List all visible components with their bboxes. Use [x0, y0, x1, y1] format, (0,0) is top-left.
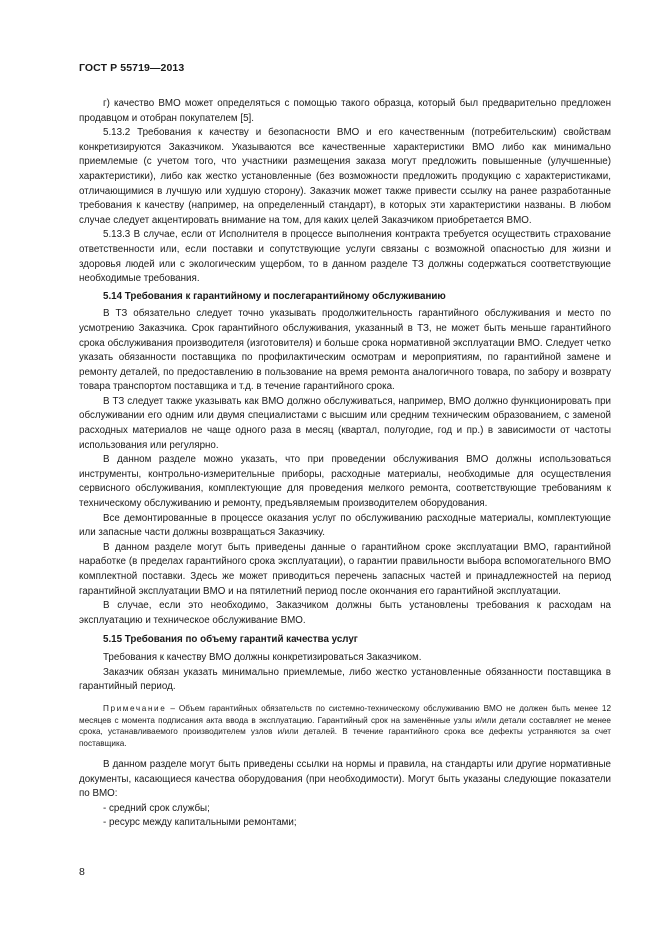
- paragraph: В данном разделе могут быть приведены данные о гарантийном сроке эксплуатации ВМО, гарантийной наработке (в пределах гарантийного срока эксплуатации), о гарантии правильности выбора вспомогательного ВМО комплектной поставки. Здесь же может приводиться перечень запасных частей и принадлежностей на период гарантийной эксплуатации ВМО и на пятилетний период после окончания его гарантийной эксплуатации.: [79, 541, 611, 597]
- page-number: 8: [79, 866, 85, 878]
- paragraph: 5.13.3 В случае, если от Исполнителя в процессе выполнения контракта требуется осуществить страхование ответственности или, если поставки и сопутствующие услуги связаны с возможной опасностью для жизни и здоровья людей или с экологическим ущербом, то в данном разделе ТЗ должны содержаться соответствующие необходимые требования.: [79, 229, 611, 285]
- note-text: – Объем гарантийных обязательств по системно-техническому обслуживанию ВМО не должен быть менее 12 месяцев с момента подписания акта ввода в эксплуатацию. Гарантийный срок на заменённые узлы и/или детали составляет не менее срока, устанавливаемого производителем узлов и/или деталей. В течение гарантийного срока все дефекты устраняются за счет поставщика.: [79, 703, 611, 749]
- list-item: - ресурс между капитальными ремонтами;: [103, 817, 297, 829]
- section-heading-514: 5.14 Требования к гарантийному и послегарантийному обслуживанию: [103, 290, 446, 302]
- section-heading-515: 5.15 Требования по объему гарантий качества услуг: [103, 634, 358, 646]
- paragraph: Все демонтированные в процессе оказания услуг по обслуживанию расходные материалы, комплектующие или запасные части должны возвращаться Заказчику.: [79, 512, 611, 539]
- document-body: [79, 97, 611, 831]
- note: [79, 703, 611, 750]
- paragraph: В ТЗ обязательно следует точно указывать продолжительность гарантийного обслуживания и место по усмотрению Заказчика. Срок гарантийного обслуживания, указанный в ТЗ, не может быть меньше гарантийного срока обслуживания производителя (изготовителя) и больше срока нормативной эксплуатации ВМО. Следует четко указать обязанности поставщика по профилактическим осмотрам и мероприятиям, по гарантийной замене и ремонту деталей, по предоставлению в пользование на время ремонта аналогичного товара, по забору и возврату товара транспортом поставщика и т.д. в течение гарантийного срока.: [79, 308, 611, 393]
- paragraph: В ТЗ следует также указывать как ВМО должно обслуживаться, например, ВМО должно функционировать при обслуживании его одним или двумя специалистами с высшим или средним техническим образованием, с заменой расходных материалов не чаще одного раза в месяц (квартал, полугодие, год и пр.) в зависимости от частоты использования или регулярно.: [79, 395, 611, 451]
- paragraph: г) качество ВМО может определяться с помощью такого образца, который был предварительно предложен продавцом и отобран покупателем [5].: [79, 98, 611, 124]
- paragraph: В данном разделе могут быть приведены ссылки на нормы и правила, на стандарты или другие нормативные документы, касающиеся качества оборудования (при необходимости). Могут быть указаны следующие показатели по ВМО:: [79, 758, 611, 800]
- paragraph: Требования к качеству ВМО должны конкретизироваться Заказчиком.: [103, 651, 422, 663]
- paragraph: Заказчик обязан указать минимально приемлемые, либо жестко установленные обязанности поставщика в гарантийный период.: [79, 666, 611, 693]
- paragraph: В случае, если это необходимо, Заказчиком должны быть установлены требования к расходам на эксплуатацию и техническое обслуживание ВМО.: [79, 600, 611, 626]
- paragraph: 5.13.2 Требования к качеству и безопасности ВМО и его качественным (потребительским) свойствам конкретизируются Заказчиком. Указываются все качественные характеристики ВМО либо как минимально приемлемые (с учетом того, что участники размещения заказа могут предложить повышенные (улучшенные) характеристики), либо как жестко установленные (без возможности предложить продукцию с характеристиками, отличающимися в лучшую или худшую сторону). Заказчик может также привести ссылку на ранее разработанные требования к качеству (например, на определенный стандарт), в которых эти характеристики названы. В любом случае следует акцентировать внимание на том, для каких целей Заказчиком приобретается ВМО.: [79, 127, 611, 226]
- note-lead: Примечание: [103, 703, 167, 713]
- list-item: - средний срок службы;: [103, 802, 210, 814]
- standard-header: ГОСТ Р 55719—2013: [79, 62, 185, 74]
- paragraph: В данном разделе можно указать, что при проведении обслуживания ВМО должны использоваться инструменты, контрольно-измерительные приборы, расходные материалы, необходимые для осуществления сервисного обслуживания, комплектующие для проведения мелкого ремонта, соответствующие требованиям к техническому обслуживанию и ремонту, предъявляемым производителем оборудования.: [79, 454, 611, 510]
